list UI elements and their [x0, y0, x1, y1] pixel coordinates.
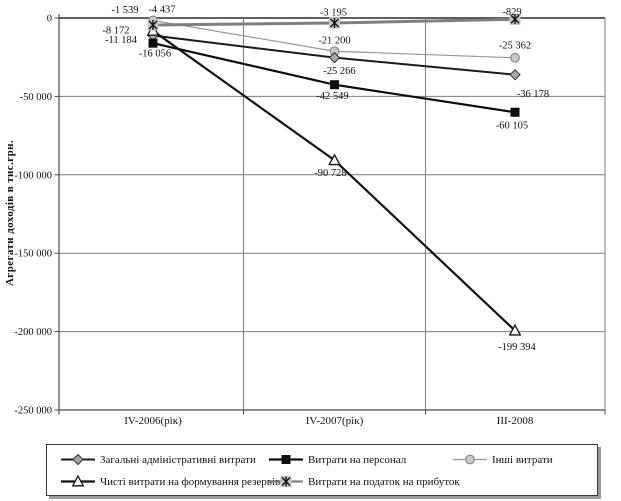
square-marker: [511, 108, 520, 117]
y-tick-label: -250 000: [14, 405, 52, 417]
legend-label: Витрати на податок на прибуток: [308, 475, 460, 488]
x-category-label: III-2008: [496, 415, 534, 427]
legend-item: [269, 453, 406, 466]
legend-label: Витрати на персонал: [308, 453, 407, 466]
data-label: -90 728: [314, 167, 347, 179]
x-category-label: IV-2006(рік): [124, 415, 182, 427]
legend-box: [46, 444, 598, 496]
triangle-marker: [329, 155, 340, 165]
square-marker: [149, 39, 158, 48]
legend-square-icon: [269, 453, 303, 466]
y-axis-title: Агрегати доходів в тис.грн.: [4, 139, 16, 287]
legend-label: Загальні адміністративні витрати: [100, 453, 256, 466]
data-label: -8 172: [102, 25, 130, 37]
legend-star-x-icon: [269, 475, 303, 488]
data-label: -4 437: [148, 4, 176, 16]
data-label: -25 266: [323, 66, 356, 78]
data-label: -16 056: [138, 48, 172, 60]
legend-diamond-icon: [61, 453, 95, 466]
data-label: -42 549: [316, 91, 349, 103]
circle-marker: [466, 455, 475, 464]
circle-marker: [511, 53, 520, 62]
data-label: -21 200: [318, 35, 351, 47]
legend-item: [61, 475, 280, 488]
legend-item: [61, 453, 256, 466]
diamond-marker: [73, 455, 83, 465]
data-label: -1 539: [111, 4, 139, 16]
y-tick-label: -200 000: [14, 327, 52, 339]
legend-label: Інші витрати: [492, 453, 553, 466]
data-label: -3 195: [319, 7, 348, 19]
square-marker: [330, 80, 339, 89]
y-tick-label: -150 000: [14, 248, 52, 260]
data-label: -829: [502, 6, 522, 18]
data-label: -36 178: [516, 89, 550, 101]
legend-item: [269, 475, 460, 488]
diamond-marker: [510, 70, 520, 80]
x-category-label: IV-2007(рік): [305, 415, 364, 427]
data-label: -60 105: [495, 120, 529, 132]
data-label: -199 394: [498, 342, 536, 354]
legend-triangle-open-icon: [61, 475, 95, 488]
legend-item: [453, 453, 553, 466]
y-tick-label: -100 000: [14, 170, 52, 182]
data-label: -11 184: [105, 35, 137, 47]
y-tick-label: -50 000: [19, 91, 52, 103]
data-label: -25 362: [498, 40, 532, 52]
legend-label: Чисті витрати на формування резервів: [100, 475, 281, 488]
legend-circle-icon: [453, 453, 487, 466]
square-marker: [282, 455, 291, 464]
y-tick-label: 0: [46, 13, 52, 25]
